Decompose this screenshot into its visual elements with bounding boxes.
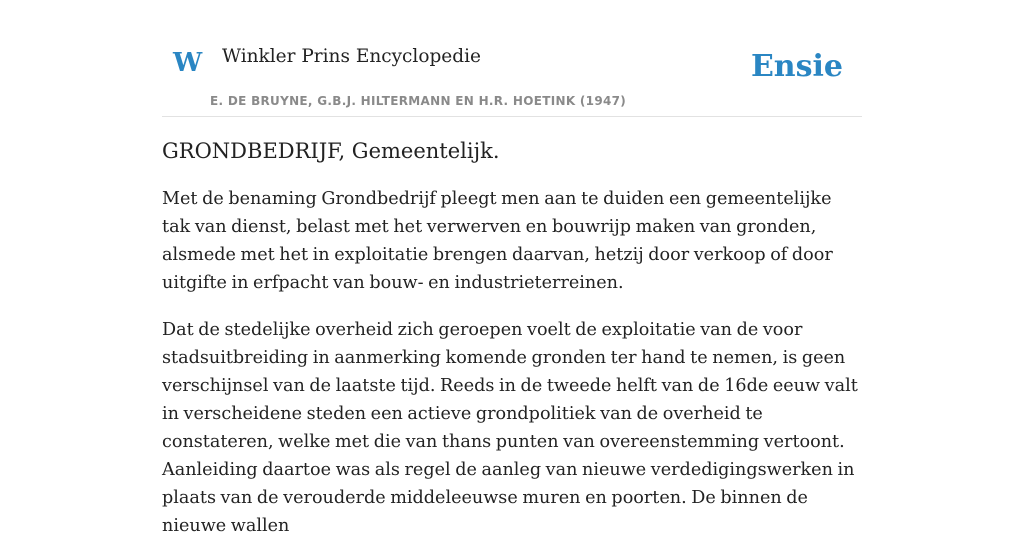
article-title: GRONDBEDRIJF, Gemeentelijk.	[162, 139, 500, 163]
ensie-brand-logo[interactable]: Ensie	[750, 49, 843, 84]
publication-authors: E. DE BRUYNE, G.B.J. HILTERMANN EN H.R. HOETINK (1947)	[210, 94, 627, 108]
article	[162, 138, 862, 540]
site-header	[162, 0, 862, 117]
article-paragraph: Met de benaming Grondbedrijf pleegt men aan te duiden een gemeentelijke tak van dienst, belast met het verwerven en bouwrijp maken van gronden, alsmede met het in exploitatie brengen daarvan, hetzij door verkoop of door uitgifte in erfpacht van bouw- en industrieterreinen.	[162, 189, 833, 294]
publication-title: Winkler Prins Encyclopedie	[222, 46, 481, 67]
article-paragraph: Dat de stedelijke overheid zich geroepen voelt de exploitatie van de voor stadsuitbreiding in aanmerking komende gronden ter hand te nemen, is geen verschijnsel van de laatste tijd. Reeds in de tweede helft van de 16de eeuw valt in verscheidene steden een actieve grondpolitiek van de overheid te constateren, welke met die van thans punten van overeenstemming vertoont. Aanleiding daartoe was als regel de aanleg van nieuwe verdedigingswerken in plaats van de verouderde middeleeuwse muren en poorten. De binnen de nieuwe wallen	[162, 320, 858, 537]
winkler-prins-logo[interactable]: W	[173, 48, 203, 78]
